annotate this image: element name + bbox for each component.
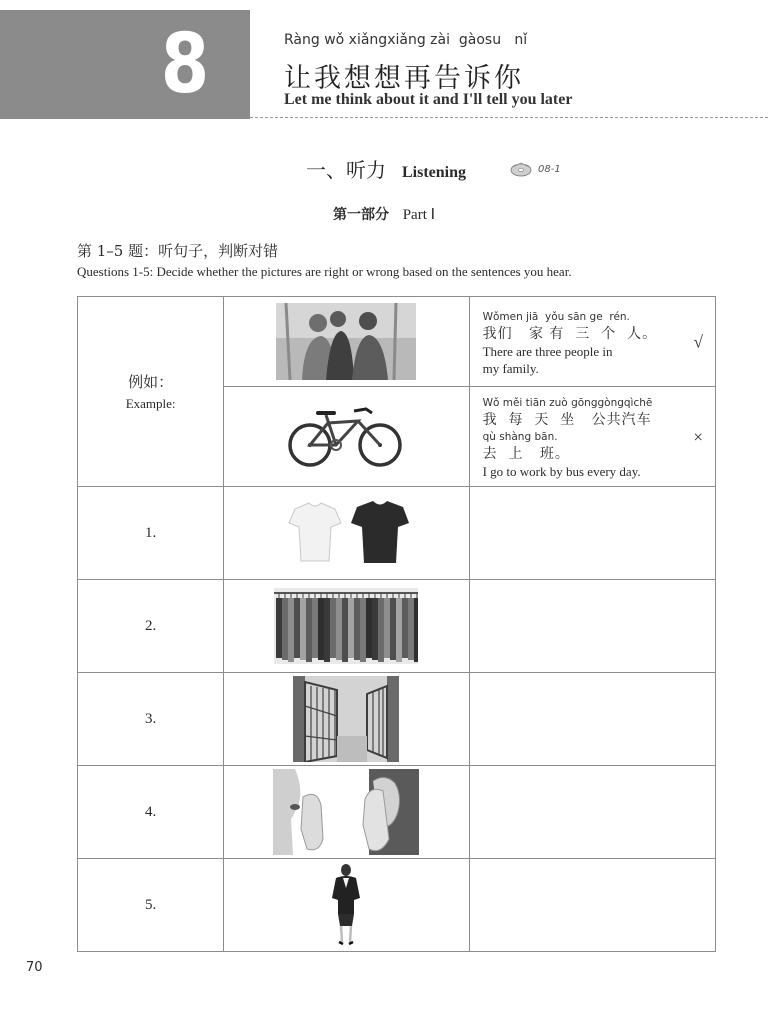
question-number: 5. [78, 859, 224, 952]
example-label-english: Example: [125, 396, 176, 411]
example-english: my family. [482, 360, 539, 376]
instructions-english: Questions 1-5: Decide whether the pictures are right or wrong based on the sentences you hear. [77, 264, 572, 279]
answer-cell[interactable] [469, 580, 715, 673]
example-pinyin: qù shàng bān. [482, 431, 558, 443]
question-number: 2. [78, 580, 224, 673]
sentence-cell [469, 297, 715, 387]
answer-cell[interactable] [469, 487, 715, 580]
part-heading [0, 204, 768, 224]
open-gate [293, 676, 399, 762]
example-label-cell [78, 297, 224, 487]
page-number: 70 [26, 960, 43, 975]
bicycle [288, 405, 404, 469]
instructions-chinese: 第 1–5 题：听句子，判断对错 [77, 242, 279, 260]
example-label-chinese: 例如： [128, 373, 174, 391]
title-chinese: 让我想想再告诉你 [284, 63, 524, 94]
picture-cell [224, 487, 469, 580]
answer-cell[interactable] [469, 859, 715, 952]
example-chinese: 我们 家 有 三 个 人。 [482, 325, 658, 342]
whisper-and-listen [273, 769, 419, 855]
audio-track[interactable] [510, 161, 561, 177]
table-row [78, 673, 716, 766]
white-and-black-tshirts [281, 501, 411, 565]
question-number: 4. [78, 766, 224, 859]
answer-cell[interactable] [469, 673, 715, 766]
part-english: Part Ⅰ [402, 207, 436, 223]
section-heading [306, 154, 561, 183]
exercise-table [77, 296, 716, 952]
family-photo [276, 303, 416, 380]
section-title-english: Listening [402, 164, 467, 181]
picture-cell [224, 297, 469, 387]
table-row [78, 580, 716, 673]
answer-cell[interactable] [469, 766, 715, 859]
header-dashed-divider [250, 117, 768, 118]
picture-cell [224, 673, 469, 766]
title-english: Let me think about it and I'll tell you later [284, 91, 573, 108]
picture-cell [224, 580, 469, 673]
cd-icon [510, 161, 532, 177]
example-english: I go to work by bus every day. [482, 464, 641, 479]
sentence-cell [469, 387, 715, 487]
table-row [78, 766, 716, 859]
example-pinyin: Wǒmen jiā yǒu sān ge rén. [482, 310, 630, 323]
correct-mark: √ [693, 332, 703, 351]
picture-cell [224, 766, 469, 859]
example-english: There are three people in [482, 343, 613, 359]
question-number: 1. [78, 487, 224, 580]
part-chinese: 第一部分 [332, 207, 389, 223]
table-row [78, 297, 716, 387]
wrong-mark: × [693, 427, 703, 446]
table-row [78, 859, 716, 952]
title-pinyin: Ràng wǒ xiǎngxiǎng zài gàosu nǐ [284, 32, 528, 48]
example-chinese: 去 上 班。 [482, 446, 570, 462]
table-row [78, 487, 716, 580]
track-number: 08-1 [538, 163, 561, 175]
picture-cell [224, 859, 469, 952]
example-chinese: 我 每 天 坐 公共汽车 [482, 412, 652, 428]
example-pinyin: Wǒ měi tiān zuò gōnggòngqìchē [482, 397, 653, 409]
picture-cell [224, 387, 469, 487]
lesson-number: 8 [160, 17, 210, 112]
businesswoman [326, 864, 366, 946]
question-number: 3. [78, 673, 224, 766]
clothes-rack [274, 588, 418, 664]
section-title-chinese: 一、听力 [306, 158, 386, 182]
